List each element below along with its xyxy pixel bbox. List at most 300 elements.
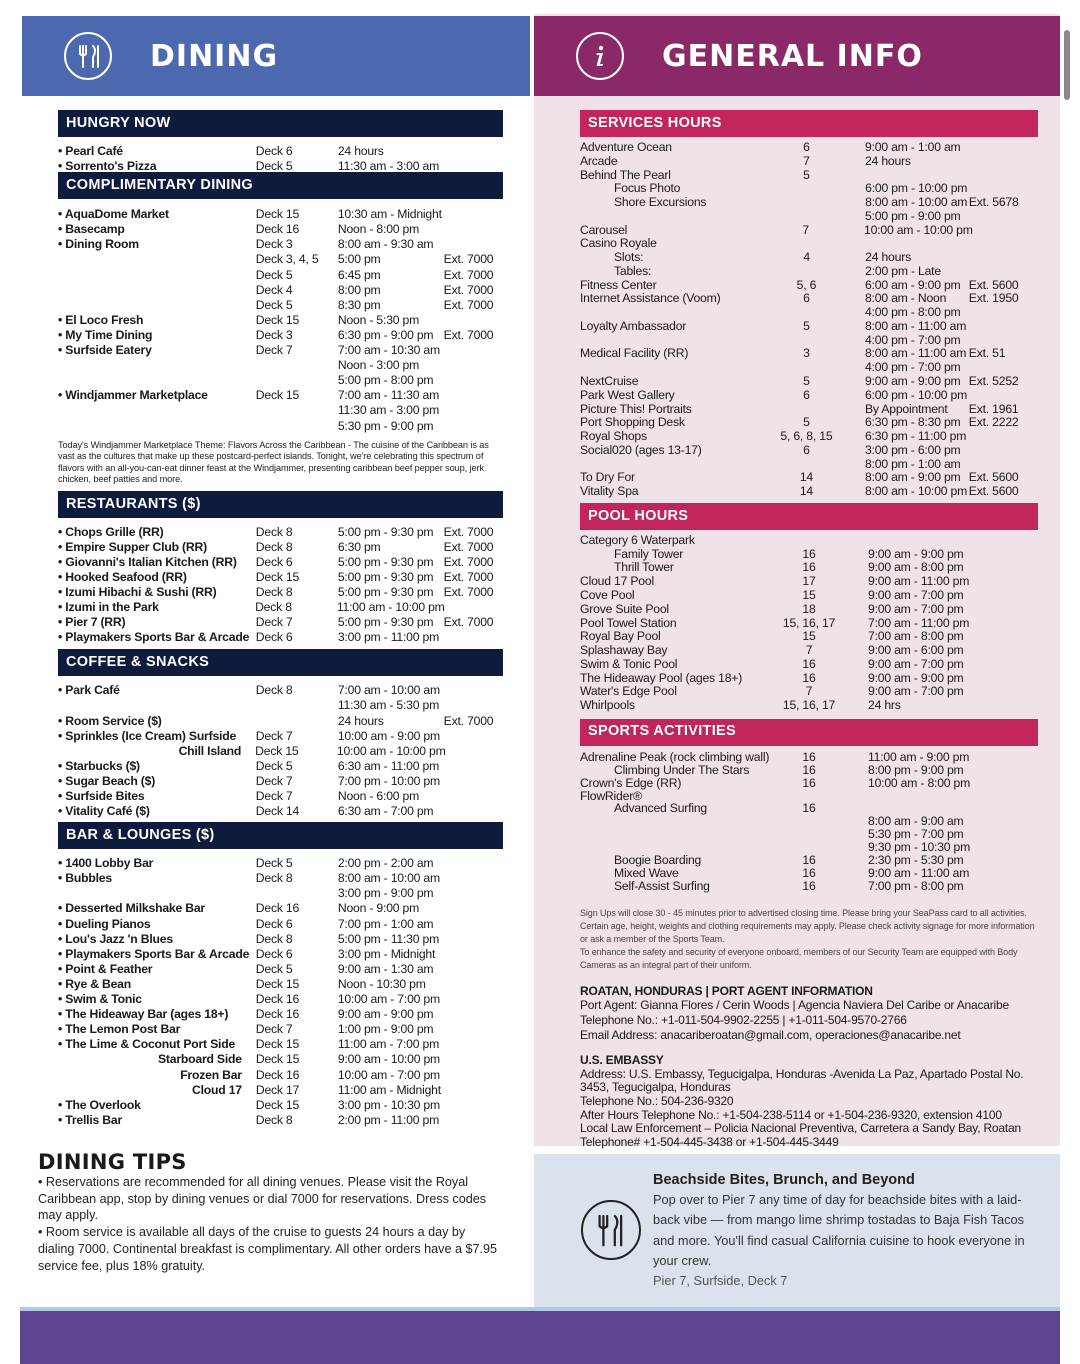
venue-hours: 10:00 am - 7:00 pm [337,1067,440,1082]
info-row [580,375,1038,389]
venue-ext [444,804,503,819]
venue-name: • Vitality Café ($) [58,804,256,819]
venue-hours: 1:00 pm - 9:00 pm [337,1022,434,1037]
venue-name: Starboard Side [157,1052,242,1067]
info-deck: 5 [803,374,810,389]
info-deck: 18 [802,601,816,616]
info-name: Port Shopping Desk [580,415,685,430]
info-hours: 24 hrs [868,698,901,713]
venue-hours: 6:30 am - 11:00 pm [337,758,440,773]
venue-ext [444,901,503,916]
info-hours: 4:00 pm - 8:00 pm [864,305,961,320]
info-deck: 5, 6, 8, 15 [780,429,833,444]
info-hours: 11:00 am - 9:00 pm [868,749,970,764]
info-deck [768,265,845,279]
venue-hours: 2:00 pm - 2:00 am [337,856,434,871]
venue-ext [444,237,503,252]
info-deck: 16 [802,656,816,671]
promo-location: Pier 7, Surfside, Deck 7 [653,1273,788,1289]
info-row [580,292,1038,306]
info-deck [770,828,848,841]
info-deck: 7 [805,643,813,658]
venue-hours: 24 hours [337,713,384,728]
sports-note-signups: Sign Ups will close 30 - 45 minutes prior to advertised closing time. Please bring your SeaPass card to all activities. Certain age, height, weights and clothing requirements may apply. Please check activity signage for more information or ask a member of the Sports Team. [580,907,1035,944]
venue-row [58,744,503,759]
venue-ext: Ext. 7000 [443,554,494,569]
venue-hours: 2:00 pm - 11:00 pm [337,1112,440,1127]
venue-row [58,540,503,555]
info-row [580,471,1038,485]
venue-deck: Deck 6 [255,144,293,158]
info-row [580,699,1038,713]
info-hours: 5:00 pm - 9:00 pm [864,208,961,223]
info-row [580,169,1038,183]
venue-deck: Deck 7 [255,789,293,803]
info-deck: 14 [799,470,813,485]
info-ext [969,182,1038,196]
venue-deck: Deck 8 [255,931,293,946]
info-deck: 16 [802,560,816,575]
info-deck [768,334,845,348]
info-hours: 9:30 pm - 10:30 pm [868,840,971,855]
info-hours: 10:00 am - 10:00 pm [864,222,973,237]
info-ext: Ext. 5252 [968,374,1019,389]
venue-deck: Deck 8 [255,1112,293,1127]
venue-ext [444,1052,503,1067]
venue-name [58,886,256,901]
venue-row [58,630,503,645]
info-hours [848,790,973,803]
info-name: Social020 (ages 13-17) [580,442,702,457]
venue-deck: Deck 5 [255,267,293,282]
venue-row [58,207,503,222]
info-hours: 9:00 am - 9:00 pm [868,546,964,561]
info-hours: 9:00 am - 7:00 pm [868,656,964,671]
info-row [580,224,1038,238]
venue-hours: 3:00 pm - 11:00 pm [337,630,440,645]
pool-band: POOL HOURS [580,503,1038,530]
info-hours: 9:00 am - 8:00 pm [868,560,964,575]
info-hours: 10:00 am - 8:00 pm [868,775,971,790]
info-row [580,196,1038,210]
venue-ext: Ext. 7000 [443,584,494,599]
venue-ext [444,917,503,932]
dining-tip-reservations: • Reservations are recommended for all dining venues. Please visit the Royal Caribbean app, stop by dining venues or dial 7000 for reservations. Dress codes may apply. [38,1175,487,1223]
info-ext: Ext. 5600 [968,484,1019,499]
venue-name [58,698,256,713]
info-ext: Ext. 1950 [968,291,1019,306]
venue-name: • The Lime & Coconut Port Side [58,1037,256,1052]
venue-deck: Deck 7 [255,343,293,358]
venue-row [58,759,503,774]
venue-name [58,283,256,298]
venue-ext: Ext. 7000 [443,713,494,728]
general-info-title: GENERAL INFO [662,38,923,74]
venue-ext [444,207,503,222]
info-hours: 6:30 pm - 8:30 pm [864,415,961,430]
info-row [580,630,1038,644]
sports-list [580,746,1038,893]
info-row [580,672,1038,686]
coffee-list [58,676,503,819]
services-list [580,137,1038,499]
info-name [580,306,768,320]
venue-deck [256,358,338,373]
info-hours: 7:00 pm - 8:00 pm [868,878,964,893]
info-name [580,828,770,841]
info-deck: 16 [802,670,816,685]
venue-row [58,804,503,819]
info-row [580,644,1038,658]
venue-name: • Sorrento's Pizza [58,159,256,174]
info-ext: Ext. 1961 [968,401,1019,416]
general-info-header [534,16,1060,96]
info-hours: 8:00 am - 9:00 pm [864,470,961,485]
venue-hours: 5:00 pm - 9:30 pm [337,615,434,630]
venue-hours: Noon - 10:30 pm [337,976,426,991]
info-row [580,485,1038,499]
info-ext [969,224,1038,238]
venue-hours: Noon - 3:00 pm [337,358,420,373]
services-band: SERVICES HOURS [580,110,1038,137]
info-ext [969,141,1038,155]
info-name: Shore Excursions [614,195,707,210]
venue-name: • Park Café [58,683,256,698]
venue-row [58,698,503,713]
venue-deck: Deck 15 [255,743,299,758]
venue-row [58,313,503,328]
info-name [580,458,768,472]
venue-name: • Surfside Eatery [58,343,256,358]
info-row [580,589,1038,603]
venue-ext [444,759,503,774]
venue-deck: Deck 15 [255,1097,300,1112]
info-row [580,389,1038,403]
info-name [580,815,770,828]
info-name [580,210,768,224]
venue-row [58,343,503,358]
venue-deck: Deck 3, 4, 5 [255,252,319,267]
info-line: After Hours Telephone No.: +1-504-238-5114 or +1-504-236-9320, extension 4100 [580,1107,1002,1122]
venue-deck: Deck 7 [255,728,293,743]
venue-ext [444,729,503,744]
venue-deck: Deck 5 [255,856,293,871]
info-hours: 24 hours [864,153,911,168]
venue-row [58,932,503,947]
dining-title: DINING [150,38,279,74]
embassy-title: U.S. EMBASSY [580,1053,664,1068]
venue-deck: Deck 16 [255,1007,300,1022]
info-name: Royal Bay Pool [580,629,661,644]
info-name: Adrenaline Peak (rock climbing wall) [580,749,770,764]
venue-hours: 3:00 pm - 10:30 pm [337,1097,440,1112]
venue-ext: Ext. 7000 [443,569,494,584]
venue-row [58,419,503,434]
venue-name: • Izumi in the Park [58,600,255,615]
venue-hours: 7:00 am - 10:30 am [337,343,440,358]
info-deck: 4 [803,250,810,265]
info-ext [969,430,1038,444]
venue-ext [444,856,503,871]
venue-hours: 24 hours [337,144,384,158]
venue-ext [444,343,503,358]
info-name: Royal Shops [580,429,647,444]
info-ext [969,251,1038,265]
info-icon [576,32,624,80]
venue-hours: Noon - 6:00 pm [337,789,420,803]
info-deck [768,458,845,472]
venue-name [58,252,256,267]
hungry-now-list [58,137,503,174]
venue-ext [444,144,503,159]
info-name: To Dry For [580,470,635,485]
venue-row [58,615,503,630]
venue-ext [444,358,503,373]
venue-name [58,373,256,388]
venue-ext [444,977,503,992]
venue-ext [444,871,503,886]
info-deck: 7 [805,684,813,699]
venue-row [58,1052,503,1067]
venue-deck: Deck 5 [255,297,293,312]
venue-row [58,683,503,698]
venue-deck: Deck 15 [255,207,300,222]
venue-ext [444,1068,503,1083]
venue-row [58,1007,503,1022]
info-name: Pool Towel Station [580,615,677,630]
venue-name: • My Time Dining [58,328,256,343]
dining-tips-title: DINING TIPS [38,1150,187,1174]
venue-ext [444,388,503,403]
venue-deck: Deck 8 [255,600,292,615]
venue-hours: 10:00 am - 7:00 pm [337,992,440,1007]
info-row [580,751,1038,764]
info-hours: 9:00 am - 1:00 am [864,140,961,154]
venue-hours: 10:00 am - 9:00 pm [337,728,440,743]
info-name: Crown's Edge (RR) [580,775,682,790]
bars-list [58,849,503,1128]
info-deck: 6 [803,291,810,306]
sports-note-security: To enhance the safety and security of everyone onboard, members of our Security Team are equipped with Body Cameras as an integral part of their uniform. [580,946,1018,970]
venue-row [58,1083,503,1098]
info-hours [845,237,969,251]
venue-ext [444,373,503,388]
venue-deck: Deck 6 [255,946,293,961]
venue-hours: 10:30 am - Midnight [337,207,442,222]
info-name: The Hideaway Pool (ages 18+) [580,670,743,685]
utensils-icon [581,1200,641,1260]
info-deck [768,403,845,417]
venue-ext [444,947,503,962]
promo-body: Pop over to Pier 7 any time of day for beachside bites with a laid-back vibe — from mango lime shrimp tostadas to Baja Fish Tacos and more. You'll find casual California cuisine to hook everyone in your crew. [653,1192,1025,1268]
venue-hours: 11:00 am - 10:00 pm [336,600,445,615]
info-name: Vitality Spa [580,484,639,499]
venue-name: • Giovanni's Italian Kitchen (RR) [58,555,256,570]
venue-name: • Basecamp [58,222,256,237]
venue-deck: Deck 4 [255,282,293,297]
info-deck: 15 [802,587,816,602]
embassy-lines [580,1068,1038,1150]
info-deck: 16 [802,801,816,816]
info-name: Grove Suite Pool [580,601,669,616]
venue-row [58,917,503,932]
venue-row [58,962,503,977]
venue-hours: 5:00 pm - 8:00 pm [337,373,434,388]
pool-list [580,530,1038,713]
complimentary-band: COMPLIMENTARY DINING [58,172,503,199]
info-row [580,685,1038,699]
hungry-now-band: HUNGRY NOW [58,110,503,137]
venue-deck: Deck 6 [255,916,293,931]
restaurants-list [58,518,503,646]
info-deck: 7 [802,222,809,237]
venue-row [58,159,503,174]
venue-ext [444,698,503,713]
info-hours: 3:00 pm - 6:00 pm [864,442,961,457]
info-row [580,265,1038,279]
embassy-info [580,1054,1038,1149]
scrollbar-thumb[interactable] [1064,30,1070,100]
info-deck [768,237,845,251]
venue-name: • Rye & Bean [58,977,256,992]
venue-hours: 7:00 pm - 1:00 am [337,916,434,931]
venue-ext [444,403,503,418]
info-name: Arcade [580,153,618,168]
venue-name: • Swim & Tonic [58,992,256,1007]
venue-row [58,600,503,615]
venue-hours: 8:00 am - 9:30 am [337,237,434,252]
info-row [580,306,1038,320]
venue-name [58,268,256,283]
info-row [580,416,1038,430]
info-deck: 15, 16, 17 [782,615,836,630]
restaurants-band: RESTAURANTS ($) [58,491,503,518]
port-agent-info [580,984,1038,1042]
venue-row [58,237,503,252]
complimentary-list [58,199,503,433]
venue-row [58,403,503,418]
info-hours: 8:00 am - 10:00 pm [864,484,968,499]
info-name: Loyalty Ambassador [580,318,687,333]
info-hours: 6:00 am - 9:00 pm [864,277,961,292]
info-hours: 9:00 am - 7:00 pm [868,587,964,602]
venue-hours: 6:45 pm [337,267,381,282]
info-ext [969,320,1038,334]
venue-name: • Sprinkles (Ice Cream) Surfside [58,729,256,744]
info-ext: Ext. 5600 [968,277,1019,292]
venue-hours: 5:00 pm - 9:30 pm [337,554,434,569]
venue-row [58,1098,503,1113]
venue-ext [444,313,503,328]
venue-deck: Deck 14 [255,804,300,819]
info-name: Self-Assist Surfing [614,878,710,893]
info-line: Telephone# +1-504-445-3438 or +1-504-445-3449 [580,1134,839,1149]
info-deck: 15 [802,629,816,644]
info-row [580,575,1038,589]
venue-name: • El Loco Fresh [58,313,256,328]
venue-name: • Surfside Bites [58,789,256,804]
venue-name: • Pier 7 (RR) [58,615,256,630]
venue-deck: Deck 5 [255,159,293,174]
info-name: Carousel [580,222,628,237]
venue-name: • Windjammer Marketplace [58,388,256,403]
venue-name: • Room Service ($) [58,714,256,729]
info-line: Address: U.S. Embassy, Tegucigalpa, Honduras -Avenida La Paz, Apartado Postal No. 3453, Tegucigalpa, Honduras [580,1066,1024,1095]
info-row [580,279,1038,293]
venue-ext [444,886,503,901]
venue-deck: Deck 15 [255,1037,300,1052]
pier7-promo [534,1154,1060,1308]
info-deck [768,182,845,196]
venue-name: • Bubbles [58,871,256,886]
venue-hours: 8:00 pm [337,282,381,297]
info-line: Port Agent: Gianna Flores / Cerin Woods | Agencia Naviera Del Caribe or Anacaribe [580,998,1009,1013]
info-ext [969,389,1038,403]
venue-name [58,419,256,434]
venue-name: Cloud 17 [191,1082,242,1097]
venue-ext [444,1007,503,1022]
venue-hours: 11:00 am - Midnight [337,1082,441,1097]
promo-title: Beachside Bites, Brunch, and Beyond [653,1172,915,1188]
venue-deck: Deck 16 [255,992,300,1007]
venue-row [58,358,503,373]
info-deck: 7 [803,153,810,168]
info-row [580,617,1038,631]
info-row [580,815,1038,828]
venue-row [58,1037,503,1052]
venue-row [58,555,503,570]
info-deck: 6 [803,140,810,154]
venue-row [58,252,503,267]
info-row [580,458,1038,472]
venue-name: • Dueling Pianos [58,917,256,932]
info-hours: 4:00 pm - 7:00 pm [864,332,961,347]
info-hours: 9:00 am - 7:00 pm [868,684,964,699]
venue-row [58,901,503,916]
info-name: Medical Facility (RR) [580,346,689,361]
venue-row [58,871,503,886]
info-deck [768,196,845,210]
info-name: Focus Photo [614,181,681,196]
info-hours: 7:00 am - 8:00 pm [868,629,964,644]
info-row [580,603,1038,617]
info-name: Climbing Under The Stars [614,762,750,777]
venue-hours: 6:30 pm [337,539,381,554]
venue-row [58,774,503,789]
venue-ext [444,630,503,645]
info-name: Splashaway Bay [580,643,668,658]
venue-row [58,328,503,343]
info-deck: 16 [802,749,816,764]
info-deck [770,815,848,828]
info-hours: 9:00 am - 7:00 pm [868,601,964,616]
port-agent-title: ROATAN, HONDURAS | PORT AGENT INFORMATION [580,983,873,998]
info-row [580,658,1038,672]
venue-deck: Deck 16 [255,901,300,916]
info-deck: 16 [802,878,816,893]
venue-hours: 6:30 pm - 9:00 pm [337,327,434,342]
info-name: Park West Gallery [580,387,675,402]
info-row [580,548,1038,562]
info-line: Local Law Enforcement – Policia Nacional Preventiva, Carretera a Sandy Bay, Roatan [580,1121,1021,1136]
info-name [580,361,768,375]
venue-deck: Deck 8 [255,683,293,698]
venue-row [58,144,503,159]
venue-deck: Deck 15 [255,312,300,327]
venue-hours: 7:00 am - 10:00 am [337,683,440,698]
venue-name [58,298,256,313]
venue-ext: Ext. 7000 [443,327,494,342]
